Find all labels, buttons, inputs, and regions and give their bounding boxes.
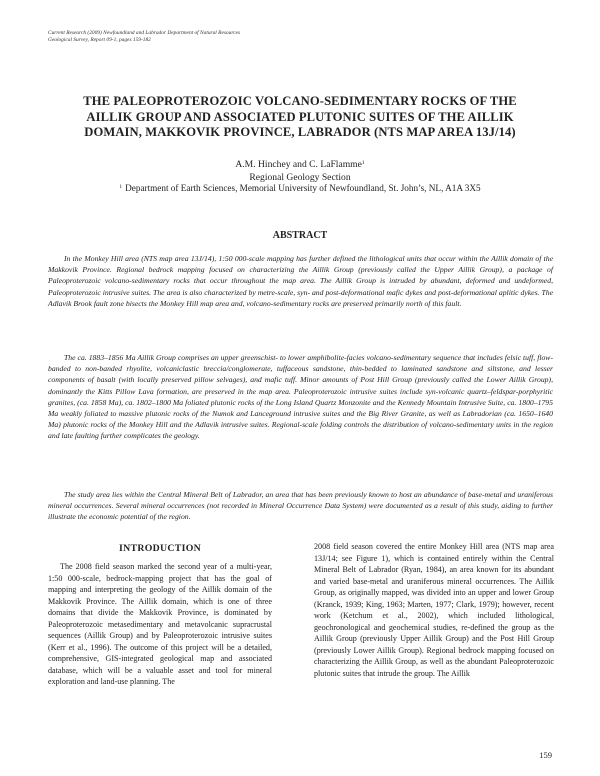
author-names: A.M. Hinchey and C. LaFlamme (235, 159, 362, 170)
author-superscript: 1 (361, 160, 365, 166)
journal-header (48, 30, 240, 44)
affiliation (40, 183, 560, 193)
introduction-heading: INTRODUCTION (119, 543, 201, 554)
left-column (48, 561, 272, 688)
abstract-paragraph-1: In the Monkey Hill area (NTS map area 13J/14), 1:50 000-scale mapping has further defined the lithological units that occur within the Aillik domain of the Makkovik Province. Regional bedrock mapping focused on characterizing the Aillik Group (previously called the Upper Aillik Group), a package of Paleoproterozoic volcano-sedimentary rocks that occur throughout the map area. The Aillik Group is intruded by abundant, deformed and undeformed, Paleoproterozoic intrusive suites. The area is also characterized by metre-scale, syn- and post-deformational mafic dykes and post-deformational aplitic dykes. The Adlavik Brook fault zone bisects the Monkey Hill map area and, volcano-sedimentary rocks are preserved primarily north of this fault. (48, 254, 553, 308)
author-section: Regional Geology Section (249, 171, 351, 183)
title-line-1: THE PALEOPROTEROZOIC VOLCANO-SEDIMENTARY ROCKS OF THE (83, 94, 517, 108)
journal-line-2: Geological Survey, Report 09-1, pages 159-182 (48, 37, 151, 43)
title-line-3: DOMAIN, MAKKOVIK PROVINCE, LABRADOR (NTS MAP AREA 13J/14) (84, 125, 516, 140)
abstract-paragraph-3: The study area lies within the Central Mineral Belt of Labrador, an area that has been previously known to host an abundance of base-metal and uraniferous mineral occurrences. Several mineral occurrences (not recorded in Mineral Occurrence Data System) were documented as a result of this study, aiding to further illustrate the economic potential of the region. (48, 490, 553, 522)
affiliation-text: Department of Earth Sciences, Memorial University of Newfoundland, St. John’s, NL, A1A 3X5 (125, 183, 481, 193)
journal-line-1: Current Research (2009) Newfoundland and Labrador Department of Natural Resources (48, 30, 241, 36)
affiliation-superscript: 1 (119, 184, 123, 190)
abstract-heading: ABSTRACT (272, 230, 328, 241)
authors-block (40, 157, 560, 185)
abstract-paragraph-2: The ca. 1883–1856 Ma Aillik Group comprises an upper greenschist- to lower amphibolite-facies volcano-sedimentary sequence that includes felsic tuff, flow-banded to non-banded rhyolite, volcaniclastic breccia/conglomerate, tuffaceous sandstone, thin-bedded to laminated sandstone and siltstone, and lesser components of basalt (with locally preserved pillow selvages), and mafic tuff. Minor amounts of Post Hill Group (previously called the Lower Aillik Group), dominantly the Kitts Pillow Lava formation, are preserved in the map area. Paleoproterozoic intrusive suites include syn-volcanic quartz–feldspar-porphyritic granites, (ca. 1858 Ma), ca. 1802–1800 Ma foliated plutonic rocks of the Long Island Quartz Monzonite and the Kennedy Mountain Intrusive Suite, ca. 1800–1795 Ma weakly foliated to massive plutonic rocks of the Numok and Lanceground intrusive suites and the Big River Granite, as well as Labradorian (ca. 1650–1640 Ma) plutonic rocks of the Monkey Hill and the Adlavik intrusive suites. Regional-scale folding controls the distribution of volcano-sedimentary units in the region and late faulting further complicates the geology. (48, 353, 553, 441)
paper-title (40, 94, 560, 141)
right-column (314, 541, 554, 679)
title-line-2: AILLIK GROUP AND ASSOCIATED PLUTONIC SUITES OF THE AILLIK (86, 109, 514, 124)
introduction-left-text: The 2008 field season marked the second year of a multi-year, 1:50 000-scale, bedrock-mapping project that has the goal of mapping and interpreting the geology of the Aillik domain of the Makkovik Province. The Aillik domain, which is one of three domains that divide the Makkovik Province, is dominated by Paleoproterozoic metasedimentary and metavolcanic supracrustal sequences (Aillik Group) and by Paleoproterozoic intrusive suites (Kerr et al., 1996). The outcome of this project will be a detailed, comprehensive, GIS-integrated geological map and associated database, which will be a valuable asset and tool for mineral exploration and land-use planning. The (48, 562, 272, 686)
author-names-line (40, 157, 560, 172)
introduction-right-text: 2008 field season covered the entire Monkey Hill area (NTS map area 13J/14; see Figure 1), which is contained entirely within the Central Mineral Belt of Labrador (Ryan, 1984), an area known for its abundant and varied base-metal and uraniferous mineral occurrences. The Aillik Group, as originally mapped, was divided into an upper and lower Group (Kranck, 1939; King, 1963; Marten, 1977; Clark, 1979); however, recent work (Ketchum et al., 2002), which included lithological, geochronological and geochemical studies, re-defined the group as the Aillik Group (previously Upper Aillik Group) and the Post Hill Group (previously Lower Aillik Group). Regional bedrock mapping focused on characterizing the Aillik Group, as well as the abundant Paleoproterozoic plutonic suites that intrude the group. The Aillik (314, 542, 554, 678)
page-number: 159 (539, 750, 552, 760)
